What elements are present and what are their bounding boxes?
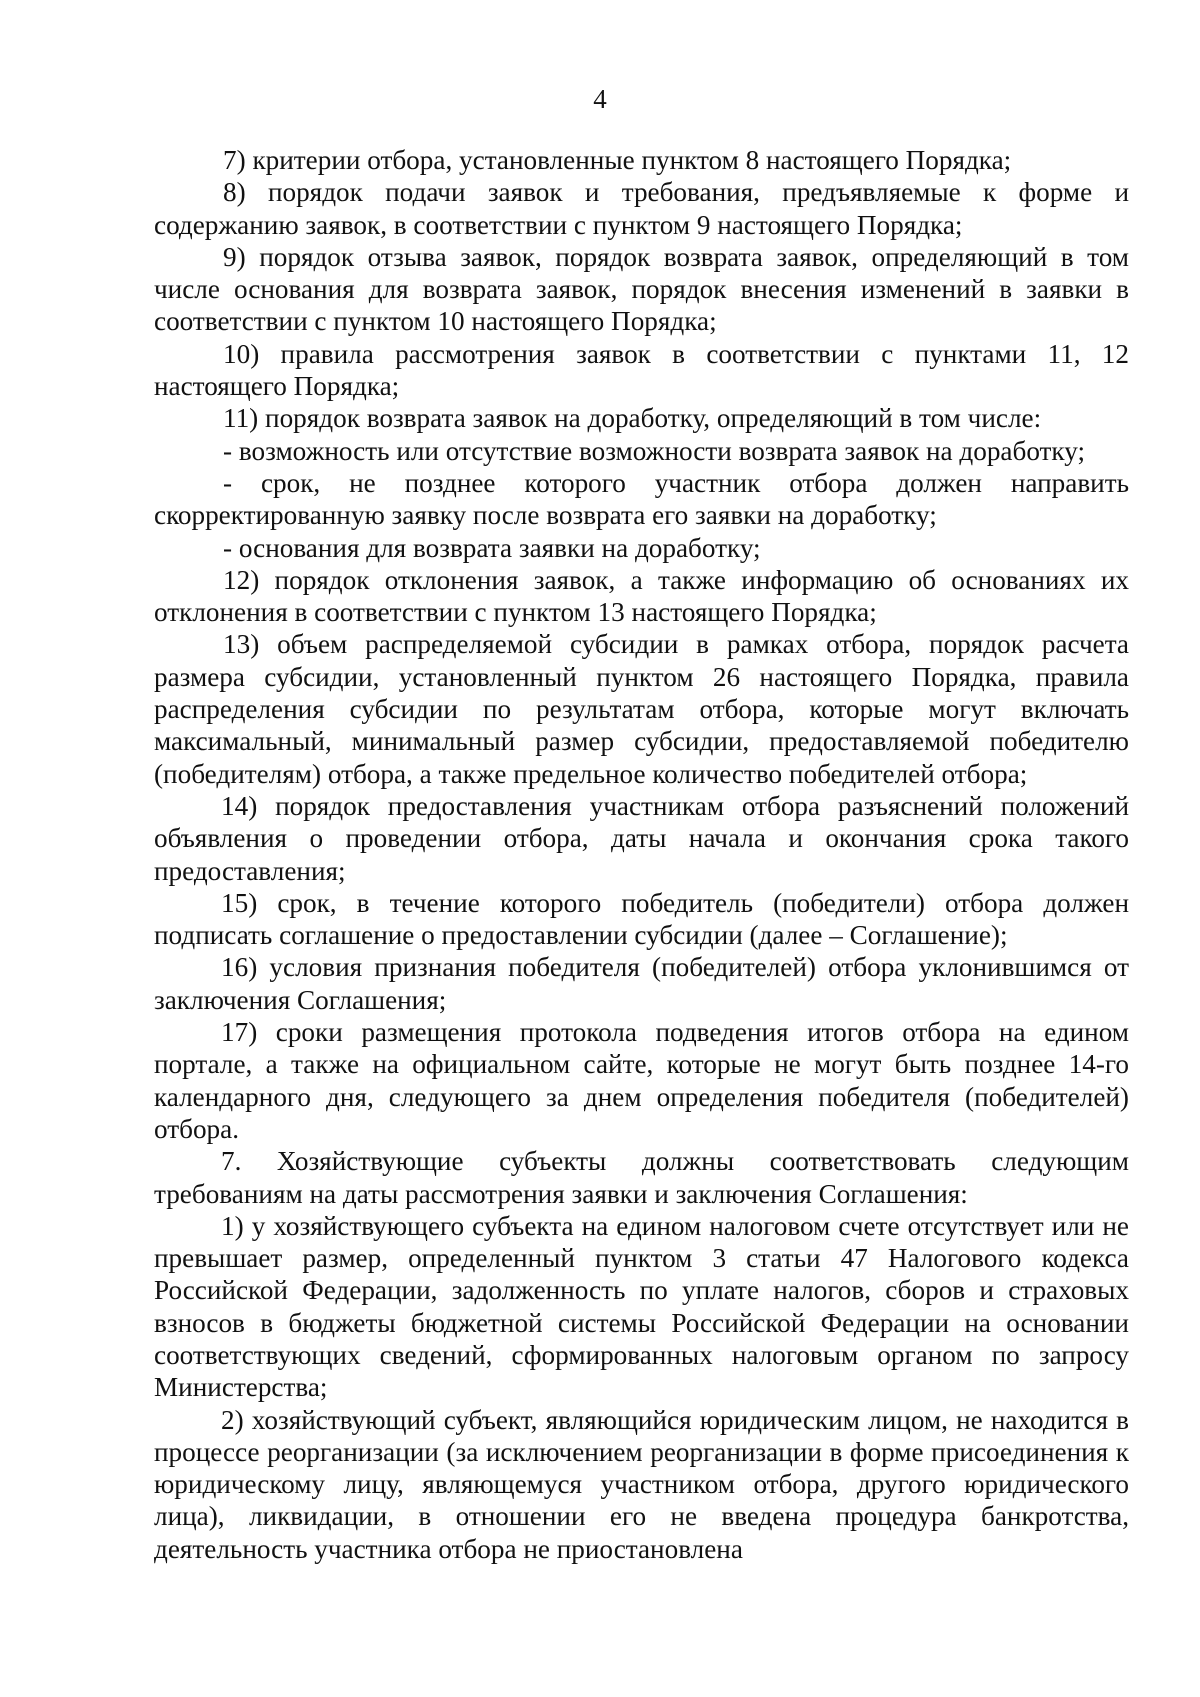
paragraph-item-11: 11) порядок возврата заявок на доработку, определяющий в том числе: <box>223 403 1042 434</box>
paragraph-item-16: 16) условия признания победителя (победителей) отбора уклонившимся от заключения Соглашения; <box>154 952 1129 1015</box>
document-body <box>154 144 1129 1565</box>
paragraph-item-15: 15) срок, в течение которого победитель (победители) отбора должен подписать соглашение о предоставлении субсидии (далее – Соглашение); <box>154 887 1129 951</box>
paragraph-item-9: 9) порядок отзыва заявок, порядок возврата заявок, определяющий в том числе основания для возврата заявок, порядок внесения изменений в заявки в соответствии с пунктом 10 настоящего Порядка; <box>154 241 1129 337</box>
paragraph-dash-grounds: - основания для возврата заявки на доработку; <box>223 532 761 563</box>
paragraph-item-12: 12) порядок отклонения заявок, а также информацию об основаниях их отклонения в соответствии с пунктом 13 настоящего Порядка; <box>154 564 1129 628</box>
paragraph-section-7: 7. Хозяйствующие субъекты должны соответствовать следующим требованиям на даты рассмотрения заявки и заключения Соглашения: <box>154 1146 1129 1209</box>
paragraph-item-8: 8) порядок подачи заявок и требования, предъявляемые к форме и содержанию заявок, в соответствии с пунктом 9 настоящего Порядка; <box>154 177 1129 240</box>
paragraph-requirement-2: 2) хозяйствующий субъект, являющийся юридическим лицом, не находится в процессе реорганизации (за исключением реорганизации в форме присоединения к юридическому лицу, являющемуся участником отбора, другого юридического лица), ликвидации, в отношении его не введена процедура банкротства, деятельность участника отбора не приостановлена <box>154 1404 1129 1564</box>
paragraph-item-17: 17) сроки размещения протокола подведения итогов отбора на едином портале, а также на официальном сайте, которые не могут быть позднее 14-го календарного дня, следующего за днем определения победителя (победителей) отбора. <box>154 1017 1129 1144</box>
page-number: 4 <box>593 84 607 114</box>
paragraph-dash-possibility: - возможность или отсутствие возможности возврата заявок на доработку; <box>223 435 1086 466</box>
paragraph-item-10: 10) правила рассмотрения заявок в соответствии с пунктами 11, 12 настоящего Порядка; <box>154 338 1129 402</box>
paragraph-item-14: 14) порядок предоставления участникам отбора разъяснений положений объявления о проведении отбора, даты начала и окончания срока такого предоставления; <box>154 790 1129 886</box>
paragraph-item-7: 7) критерии отбора, установленные пунктом 8 настоящего Порядка; <box>223 145 1012 175</box>
paragraph-dash-deadline: - срок, не позднее которого участник отбора должен направить скорректированную заявку после возврата его заявки на доработку; <box>154 467 1129 531</box>
paragraph-requirement-1: 1) у хозяйствующего субъекта на едином налоговом счете отсутствует или не превышает размер, определенный пунктом 3 статьи 47 Налогового кодекса Российской Федерации, задолженность по уплате налогов, сборов и страховых взносов в бюджеты бюджетной системы Российской Федерации на основании соответствующих сведений, сформированных налоговым органом по запросу Министерства; <box>154 1210 1129 1403</box>
paragraph-item-13: 13) объем распределяемой субсидии в рамках отбора, порядок расчета размера субсидии, установленный пунктом 26 настоящего Порядка, правила распределения субсидии по результатам отбора, которые могут включать максимальный, минимальный размер субсидии, предоставляемой победителю (победителям) отбора, а также предельное количество победителей отбора; <box>154 629 1129 789</box>
